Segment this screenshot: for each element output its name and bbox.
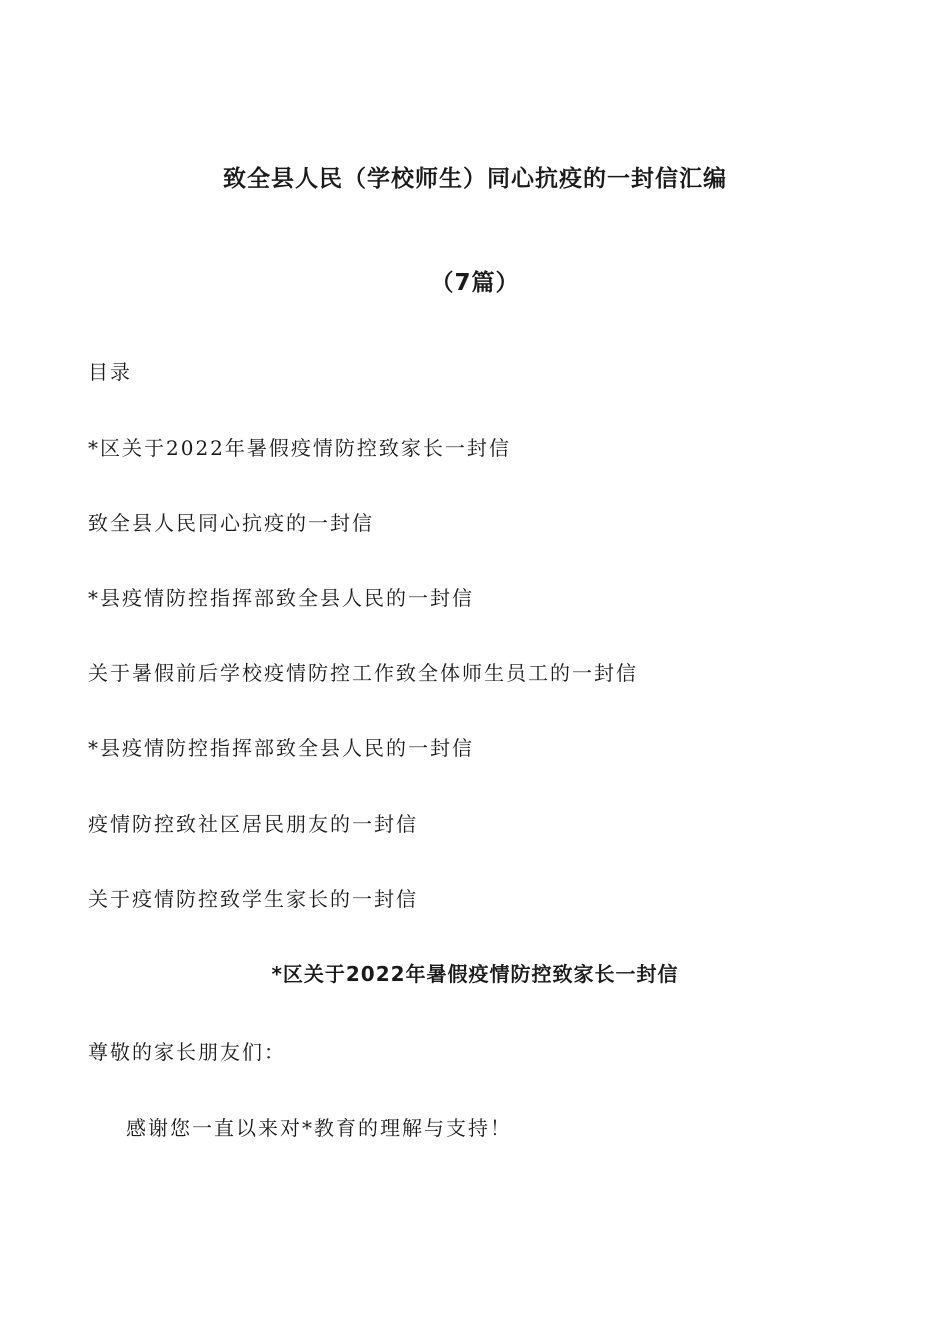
toc-item[interactable]: *县疫情防控指挥部致全县人民的一封信 [88, 586, 474, 610]
toc-item[interactable]: *县疫情防控指挥部致全县人民的一封信 [88, 736, 474, 760]
toc-item[interactable]: 致全县人民同心抗疫的一封信 [88, 511, 374, 535]
document-subtitle: （7篇） [430, 270, 520, 296]
toc-label: 目录 [88, 360, 132, 384]
toc-item[interactable]: 疫情防控致社区居民朋友的一封信 [88, 812, 418, 836]
toc-item[interactable]: *区关于2022年暑假疫情防控致家长一封信 [88, 436, 511, 460]
toc-item[interactable]: 关于暑假前后学校疫情防控工作致全体师生员工的一封信 [88, 661, 638, 685]
toc-item[interactable]: 关于疫情防控致学生家长的一封信 [88, 887, 418, 911]
document-title: 致全县人民（学校师生）同心抗疫的一封信汇编 [223, 166, 727, 192]
letter-paragraph: 感谢您一直以来对*教育的理解与支持！ [126, 1116, 512, 1140]
letter-salutation: 尊敬的家长朋友们： [88, 1040, 286, 1064]
section-heading: *区关于2022年暑假疫情防控致家长一封信 [271, 962, 679, 986]
